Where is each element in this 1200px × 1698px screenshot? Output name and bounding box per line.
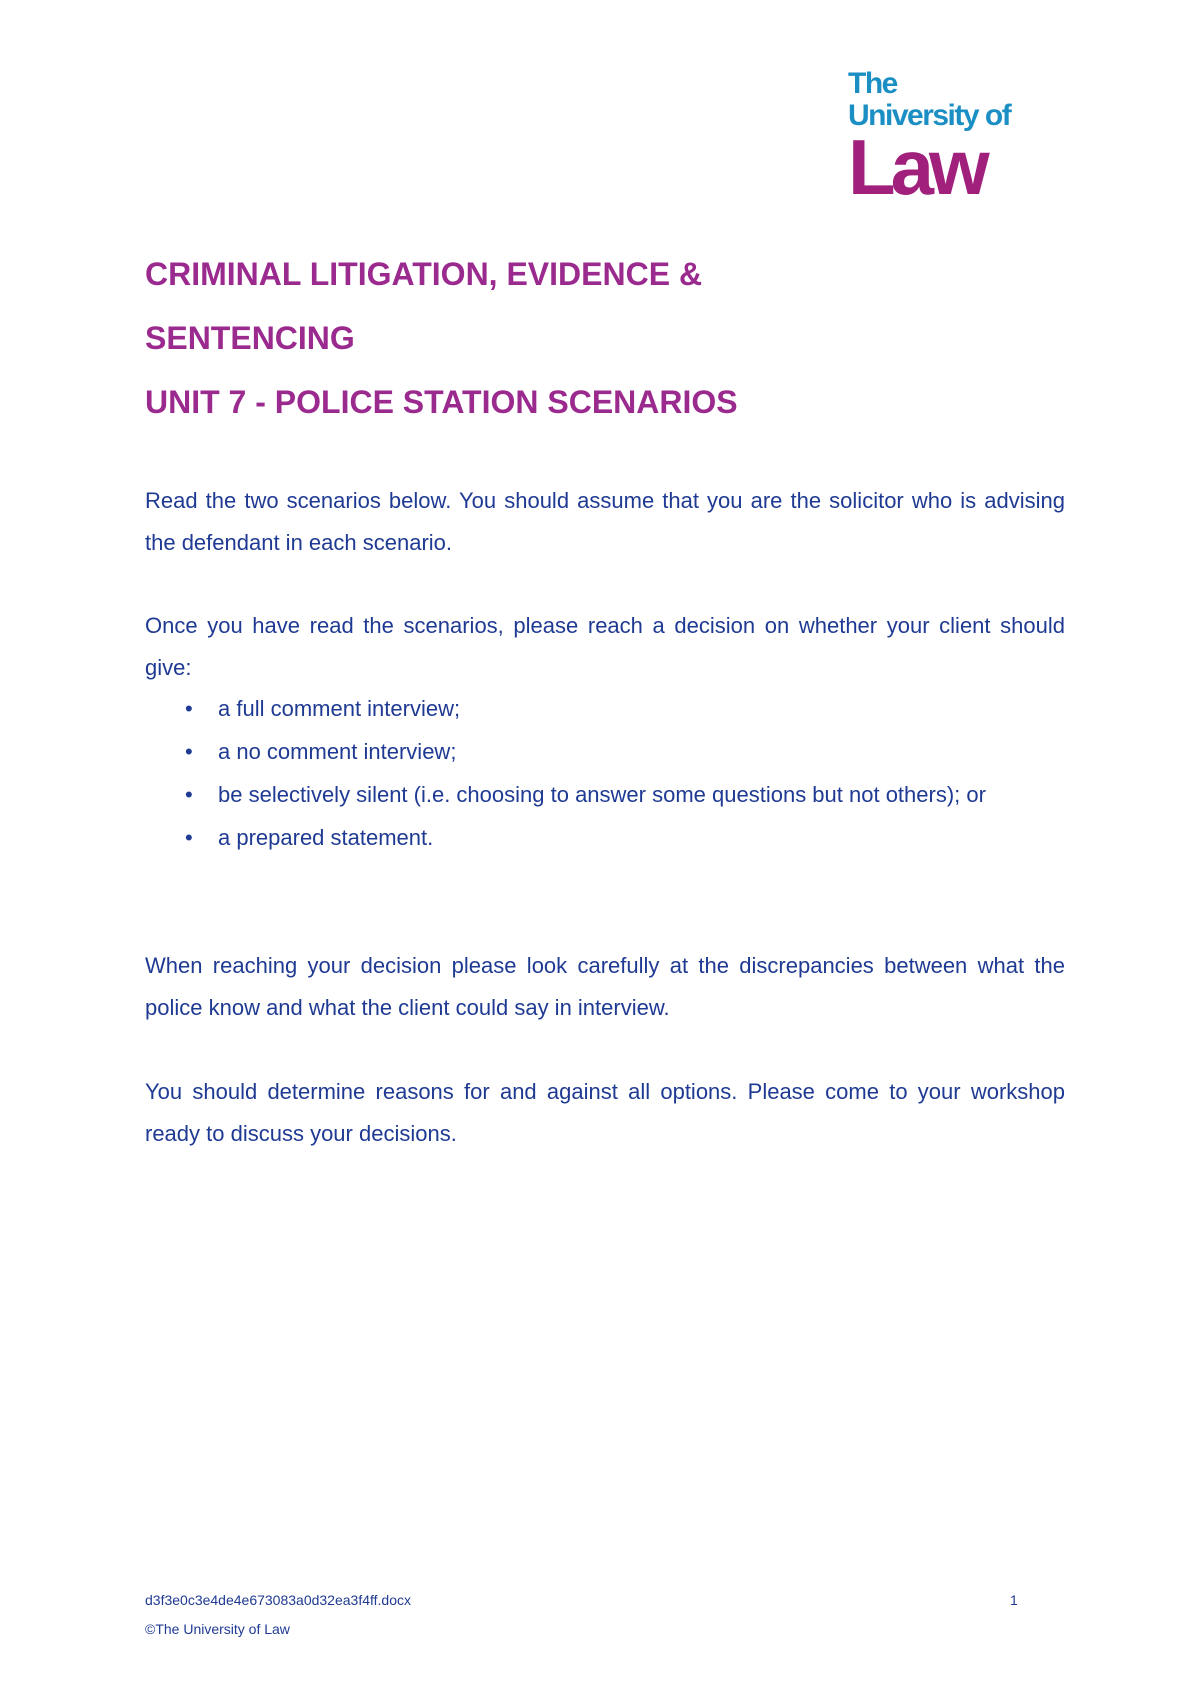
- list-item: [145, 731, 1065, 773]
- option-text: be selectively silent (i.e. choosing to answer some questions but not others); or: [218, 782, 986, 807]
- list-item: [145, 817, 1065, 859]
- interview-options-list: [145, 688, 1065, 860]
- discrepancies-paragraph: When reaching your decision please look carefully at the discrepancies between what the police know and what the client could say in interview.: [145, 953, 1065, 1020]
- footer-filename: d3f3e0c3e4de4e673083a0d32ea3f4ff.docx: [145, 1592, 411, 1608]
- document-title-line-1: CRIMINAL LITIGATION, EVIDENCE &: [145, 256, 703, 292]
- list-item: [145, 774, 1065, 816]
- logo-line-the: The: [848, 67, 897, 100]
- intro-paragraph: Read the two scenarios below. You should assume that you are the solicitor who is advising the defendant in each scenario.: [145, 488, 1065, 555]
- document-subtitle-unit: UNIT 7 - POLICE STATION SCENARIOS: [145, 384, 738, 420]
- footer-page-number: 1: [1010, 1592, 1018, 1608]
- option-text: a prepared statement.: [218, 825, 434, 850]
- decision-prompt-paragraph: Once you have read the scenarios, please reach a decision on whether your client should give:: [145, 613, 1065, 680]
- bullet-icon: •: [185, 825, 193, 850]
- option-text: a full comment interview;: [218, 696, 461, 721]
- document-title-line-2: SENTENCING: [145, 320, 355, 356]
- bullet-icon: •: [185, 782, 193, 807]
- option-text: a no comment interview;: [218, 739, 457, 764]
- list-item: [145, 688, 1065, 730]
- bullet-icon: •: [185, 739, 193, 764]
- bullet-icon: •: [185, 696, 193, 721]
- footer-copyright: ©The University of Law: [145, 1621, 290, 1637]
- logo-line-university-of: University of: [848, 99, 1011, 132]
- closing-paragraph: You should determine reasons for and against all options. Please come to your workshop ready to discuss your decisions.: [145, 1079, 1065, 1146]
- logo-line-law: Law: [848, 123, 985, 211]
- university-of-law-logo: [848, 68, 1038, 218]
